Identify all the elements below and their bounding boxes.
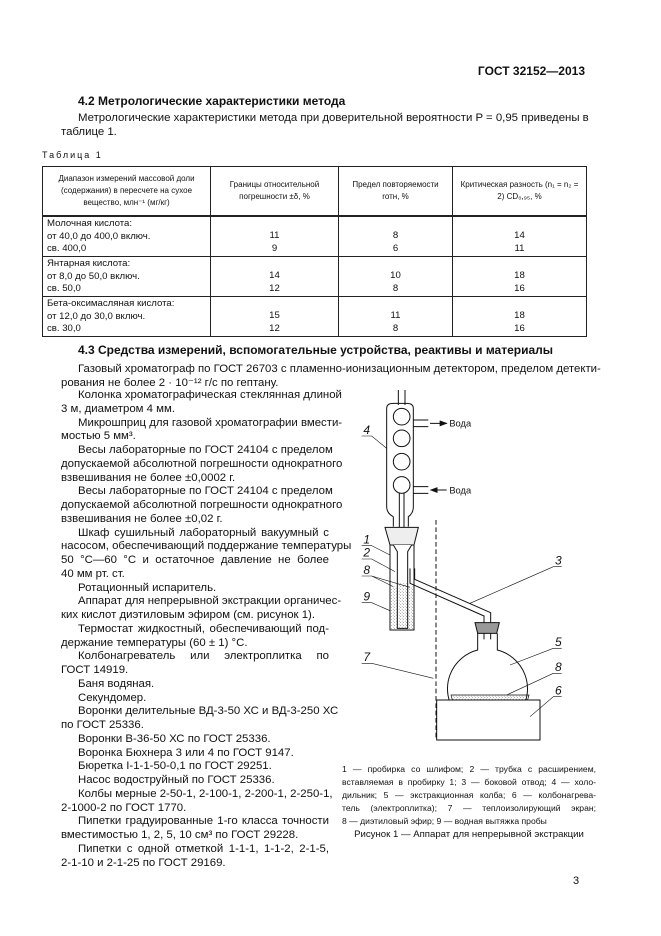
- text-line: Ротационный испаритель.: [78, 581, 217, 594]
- text-line: Насос водоструйный по ГОСТ 25336.: [78, 774, 275, 786]
- cell-line: 9: [271, 242, 278, 254]
- table-cell: [339, 297, 453, 337]
- cell-line: 16: [514, 282, 525, 294]
- legend-line: вставляемая в пробирку 1; 3 — боковой отвод; 4 — холо-: [342, 777, 596, 787]
- equipment-item: [61, 416, 343, 445]
- equipment-item: [61, 705, 339, 733]
- equipment-item: [61, 692, 329, 706]
- cell-line: 8: [392, 282, 399, 294]
- text-line: Термостат жидкостный, обеспечивающий под-: [78, 622, 329, 635]
- table-cell: [43, 257, 211, 297]
- section-4-2-title: 4.2 Метрологические характеристики метода: [78, 94, 346, 108]
- text-line: рования не более 2 · 10⁻¹² г/с по гептану.: [61, 377, 279, 389]
- table-cell: [211, 257, 339, 297]
- legend-line: дильник; 5 — экстракционная колба; 6 — колбонагрева-: [342, 790, 596, 800]
- text-line: вместимостью 1, 2, 5, 10 см³ по ГОСТ 29228.: [61, 829, 299, 841]
- label-2: 2: [363, 545, 371, 560]
- cell-line: 14: [269, 270, 280, 281]
- equipment-item: [61, 650, 329, 678]
- table-cell: [339, 216, 453, 257]
- text-line: Воронка Бюхнера 3 или 4 по ГОСТ 9147.: [78, 746, 294, 759]
- text-line: Баня водяная.: [78, 677, 155, 690]
- cell-line: 18: [514, 310, 525, 321]
- cell-line: 10: [390, 270, 401, 281]
- cell-line: 14: [514, 230, 525, 241]
- cell-line: 15: [269, 310, 280, 321]
- text-line: Метрологические характеристики метода при доверительной вероятности P = 0,95 приведены в: [78, 112, 589, 124]
- text-line: насосом, обеспечивающий поддержание температуры: [61, 540, 352, 553]
- heater: [437, 700, 540, 740]
- table-row: [43, 216, 587, 257]
- label-1: 1: [363, 532, 371, 547]
- cell-line: 11: [514, 242, 525, 254]
- table-cell: [339, 257, 453, 297]
- text-line: допускаемой абсолютной погрешности однократного: [61, 457, 343, 470]
- equipment-item: [61, 526, 352, 582]
- table-cell: [453, 297, 587, 337]
- equipment-item: [61, 787, 333, 816]
- table-cell: [211, 297, 339, 337]
- table-row: [43, 297, 587, 337]
- cell-line: Молочная кислота:: [47, 218, 133, 229]
- label-4: 4: [363, 423, 371, 437]
- legend-line: 8 — диэтиловый эфир; 9 — водная вытяжка пробы: [342, 816, 547, 826]
- legend-line: тель (электроплитка); 7 — теплоизолирующий экран;: [342, 803, 596, 813]
- text-line: 2-1-10 и 2-1-25 по ГОСТ 29169.: [61, 856, 226, 869]
- cell-line: 11: [390, 310, 401, 321]
- text-line: Воронки делительные ВД-3-50 ХС и ВД-3-250 ХС: [78, 705, 339, 718]
- figure-legend: [342, 763, 596, 828]
- text-line: мостью 5 мм³.: [61, 430, 136, 443]
- header-range: Диапазон измерений массовой доли (содержания) в пересчете на сухое вещество, млн⁻¹ (мг/кг): [43, 167, 211, 217]
- text-line: Колбы мерные 2-50-1, 2-100-1, 2-200-1, 2-250-1,: [78, 787, 333, 800]
- table-cell: [43, 216, 211, 257]
- label-7: 7: [363, 650, 371, 664]
- cell-line: 6: [392, 242, 399, 254]
- condenser: [385, 390, 447, 545]
- test-tube: [390, 545, 414, 630]
- section-4-3-title: 4.3 Средства измерений, вспомогательные устройства, реактивы и материалы: [78, 343, 554, 357]
- table-header-row: [43, 167, 587, 217]
- cell-line: 8: [392, 322, 399, 334]
- text-line: таблице 1.: [61, 126, 117, 138]
- equipment-item: [61, 733, 329, 747]
- text-line: Весы лабораторные по ГОСТ 24104 с пределом: [78, 485, 333, 498]
- equipment-item: [61, 623, 329, 651]
- equipment-item: [61, 582, 329, 596]
- text-line: Газовый хроматограф по ГОСТ 26703 с пламенно-ионизационным детектором, пределом детекти-: [78, 363, 601, 375]
- equipment-list: [61, 389, 352, 870]
- header-critical-difference: Критическая разность (n₁ = n₂ = 2) CD₀,₉₅, %: [453, 167, 587, 217]
- cell-line: 11: [269, 230, 280, 241]
- header-delta: Границы относительной погрешности ±δ, %: [211, 167, 339, 217]
- equipment-item: [61, 485, 343, 526]
- label-6: 6: [555, 683, 562, 698]
- text-line: 50 °C—60 °C и остаточное давление не более: [61, 554, 329, 566]
- equipment-item: [61, 815, 329, 843]
- text-line: Весы лабораторные по ГОСТ 24104 с пределом: [78, 444, 333, 456]
- table-row: [43, 257, 587, 297]
- equipment-item: [61, 760, 329, 774]
- text-line: ких кислот диэтиловым эфиром (см. рисунок 1).: [61, 609, 315, 621]
- cell-line: от 12,0 до 30,0 включ.: [47, 310, 146, 322]
- table-cell: [43, 297, 211, 337]
- cell-line: св. 30,0: [47, 323, 81, 334]
- text-line: 40 мм рт. ст.: [61, 567, 125, 580]
- table-cell: [211, 216, 339, 257]
- page-number: 3: [573, 875, 580, 887]
- equipment-item: [61, 678, 329, 692]
- label-9: 9: [363, 589, 371, 604]
- extraction-apparatus-figure: [340, 370, 600, 750]
- label-5: 5: [555, 635, 562, 649]
- legend-line: 1 — пробирка со шлифом; 2 — трубка с расширением,: [342, 764, 596, 774]
- text-line: Секундомер.: [78, 691, 147, 704]
- text-line: Пипетки градуированные 1-го класса точности: [78, 815, 329, 828]
- section-4-2-text: [61, 111, 589, 139]
- text-line: Колбонагреватель или электроплитка по: [78, 650, 329, 663]
- text-line: Микрошприц для газовой хроматографии вмести-: [78, 416, 343, 429]
- metrology-table: [42, 166, 587, 337]
- text-line: держание температуры (60 ± 1) °C.: [61, 636, 248, 649]
- text-line: ГОСТ 14919.: [61, 664, 129, 676]
- text-line: Колонка хроматографическая стеклянная длиной: [78, 389, 342, 401]
- cell-line: св. 400,0: [47, 243, 87, 254]
- cell-line: 8: [392, 230, 399, 241]
- equipment-item: [61, 595, 342, 623]
- cell-line: Бета-оксимасляная кислота:: [47, 298, 175, 309]
- text-line: Аппарат для непрерывной экстракции органичес-: [78, 595, 342, 608]
- cell-line: св. 50,0: [47, 283, 81, 294]
- text-line: по ГОСТ 25336.: [61, 719, 144, 731]
- text-line: Шкаф сушильный лабораторный вакуумный с: [78, 526, 329, 539]
- cell-line: 18: [514, 270, 525, 281]
- document-header: ГОСТ 32152—2013: [477, 64, 585, 78]
- equipment-item: [61, 843, 329, 871]
- text-line: Бюретка I-1-1-50-0,1 по ГОСТ 29251.: [78, 760, 272, 773]
- cell-line: 16: [514, 322, 525, 334]
- cell-line: от 8,0 до 50,0 включ.: [47, 270, 140, 282]
- equipment-item: [61, 747, 329, 761]
- label-8-flask: 8: [555, 660, 562, 674]
- cell-line: 12: [269, 282, 280, 294]
- cell-line: от 40,0 до 400,0 включ.: [47, 230, 151, 242]
- water-in-label: Вода: [449, 485, 472, 496]
- text-line: Воронки В-36-50 ХС по ГОСТ 25336.: [78, 732, 271, 745]
- cell-line: Янтарная кислота:: [47, 258, 131, 269]
- header-repeatability: Предел повторяемости rотн, %: [339, 167, 453, 217]
- table-cell: [453, 216, 587, 257]
- equipment-item: [61, 444, 343, 485]
- label-8-tube: 8: [363, 563, 371, 577]
- water-out-label: Вода: [449, 418, 472, 429]
- text-line: взвешивания не более ±0,0002 г.: [61, 471, 236, 484]
- text-line: взвешивания не более ±0,02 г.: [61, 512, 223, 525]
- figure-caption: Рисунок 1 — Аппарат для непрерывной экстракции: [354, 829, 584, 840]
- text-line: Пипетки с одной отметкой 1-1-1, 1-1-2, 2-1-5,: [78, 842, 329, 855]
- equipment-item: [61, 774, 329, 788]
- text-line: допускаемой абсолютной погрешности однократного: [61, 499, 343, 511]
- table-caption: Таблица 1: [42, 150, 103, 160]
- text-line: 3 м, диаметром 4 мм.: [61, 402, 176, 415]
- table-cell: [453, 257, 587, 297]
- equipment-item: [61, 389, 342, 417]
- leader-lines: [362, 436, 562, 717]
- label-3: 3: [555, 553, 562, 568]
- cell-line: 12: [269, 322, 280, 334]
- text-line: 2-1000-2 по ГОСТ 1770.: [61, 801, 187, 814]
